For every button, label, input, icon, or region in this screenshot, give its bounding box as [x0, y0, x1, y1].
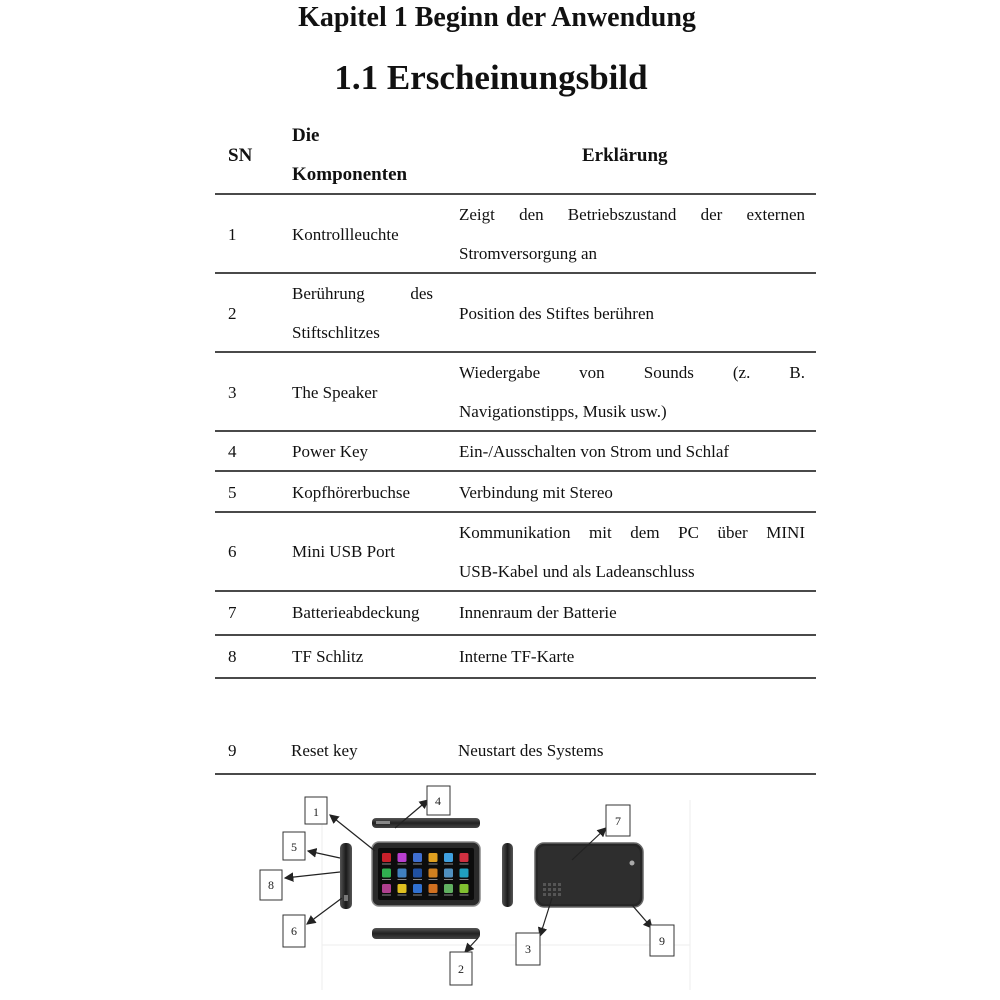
app-icon	[444, 853, 453, 862]
row-explanation-line1: Kommunikation mit dem PC über MINI	[459, 523, 805, 542]
row-sn: 3	[228, 383, 237, 402]
row-component-line2: Stiftschlitzes	[292, 323, 380, 342]
app-icon-label	[429, 879, 438, 880]
callout-box-2	[450, 952, 472, 985]
app-icon	[460, 884, 469, 893]
app-icon-label	[444, 864, 453, 865]
row-explanation: Innenraum der Batterie	[459, 603, 617, 622]
app-icon-label	[413, 895, 422, 896]
app-icon-label	[429, 864, 438, 865]
top-edge-view	[372, 818, 480, 828]
app-icon	[429, 869, 438, 878]
app-icon-label	[429, 895, 438, 896]
svg-text:1: 1	[313, 805, 319, 819]
app-icon	[382, 853, 391, 862]
arrow-6	[307, 898, 342, 924]
app-icon-label	[413, 879, 422, 880]
callout-box-8	[260, 870, 282, 900]
app-icon	[444, 869, 453, 878]
callout-box-5	[283, 832, 305, 860]
row-component: Power Key	[292, 442, 369, 461]
arrow-9	[632, 905, 652, 928]
row-component: Kontrollleuchte	[292, 225, 399, 244]
row-explanation: Neustart des Systems	[458, 741, 604, 760]
app-icon-label	[382, 864, 391, 865]
section-title: 1.1 Erscheinungsbild	[334, 58, 648, 97]
row-explanation-line1: Wiedergabe von Sounds (z. B.	[459, 363, 805, 382]
callout-box-1	[305, 797, 327, 824]
right-side-view	[502, 843, 513, 907]
row-component: Mini USB Port	[292, 542, 395, 561]
arrow-5	[308, 851, 340, 858]
front-view	[372, 842, 480, 906]
row-component: TF Schlitz	[292, 647, 364, 666]
svg-text:4: 4	[435, 794, 441, 808]
app-icon-label	[398, 895, 407, 896]
app-icon	[413, 853, 422, 862]
row-sn: 1	[228, 225, 237, 244]
row-explanation-line1: Zeigt den Betriebszustand der externen	[459, 205, 805, 224]
row-sn: 8	[228, 647, 237, 666]
svg-text:6: 6	[291, 924, 297, 938]
row-component: Batterieabdeckung	[292, 603, 420, 622]
chapter-title: Kapitel 1 Beginn der Anwendung	[298, 2, 696, 33]
svg-text:5: 5	[291, 840, 297, 854]
row-explanation-line2: Stromversorgung an	[459, 244, 598, 263]
app-icon-label	[444, 895, 453, 896]
app-icon	[444, 884, 453, 893]
callout-box-6	[283, 915, 305, 947]
left-side-view	[340, 843, 352, 909]
app-icon-label	[444, 879, 453, 880]
app-icon-label	[382, 879, 391, 880]
app-icon	[398, 853, 407, 862]
app-icon-label	[460, 879, 469, 880]
row-explanation-line2: USB-Kabel und als Ladeanschluss	[459, 562, 695, 581]
row-sn: 6	[228, 542, 237, 561]
row-sn: 4	[228, 442, 237, 461]
camera-lens-icon	[630, 861, 635, 866]
row-component: Reset key	[291, 741, 358, 760]
row-sn: 2	[228, 304, 237, 323]
row-component-line1: Berührung des	[292, 284, 433, 303]
callout-box-9	[650, 925, 674, 956]
callout-box-3	[516, 933, 540, 965]
app-icon-label	[398, 879, 407, 880]
app-icon	[413, 884, 422, 893]
app-icon	[413, 869, 422, 878]
bottom-edge-view	[372, 928, 480, 939]
app-icon-label	[460, 895, 469, 896]
header-explanation: Erklärung	[582, 145, 668, 166]
app-icon	[429, 853, 438, 862]
app-icon-label	[398, 864, 407, 865]
app-icon	[398, 884, 407, 893]
row-explanation: Verbindung mit Stereo	[459, 483, 613, 502]
app-icon	[460, 853, 469, 862]
header-component-line2: Komponenten	[292, 164, 408, 185]
row-sn: 9	[228, 741, 237, 760]
app-icon	[382, 884, 391, 893]
app-icon	[429, 884, 438, 893]
svg-text:2: 2	[458, 962, 464, 976]
svg-text:8: 8	[268, 878, 274, 892]
row-explanation: Interne TF-Karte	[459, 647, 575, 666]
header-sn: SN	[228, 145, 253, 166]
row-component: The Speaker	[292, 383, 378, 402]
header-component-line1: Die	[292, 125, 320, 146]
callout-box-7	[606, 805, 630, 836]
row-explanation: Ein-/Ausschalten von Strom und Schlaf	[459, 442, 730, 461]
row-explanation-line2: Navigationstipps, Musik usw.)	[459, 402, 667, 421]
svg-text:9: 9	[659, 934, 665, 948]
arrow-8	[285, 872, 340, 878]
app-icon-label	[382, 895, 391, 896]
svg-text:7: 7	[615, 814, 621, 828]
arrow-1	[330, 815, 375, 851]
row-component: Kopfhörerbuchse	[292, 483, 411, 502]
svg-text:3: 3	[525, 942, 531, 956]
app-icon-label	[460, 864, 469, 865]
app-icon	[398, 869, 407, 878]
row-sn: 5	[228, 483, 237, 502]
app-icon	[382, 869, 391, 878]
row-explanation: Position des Stiftes berühren	[459, 304, 655, 323]
app-icon-label	[413, 864, 422, 865]
callout-box-4	[427, 786, 450, 815]
back-view	[535, 843, 643, 907]
row-sn: 7	[228, 603, 237, 622]
app-icon	[460, 869, 469, 878]
